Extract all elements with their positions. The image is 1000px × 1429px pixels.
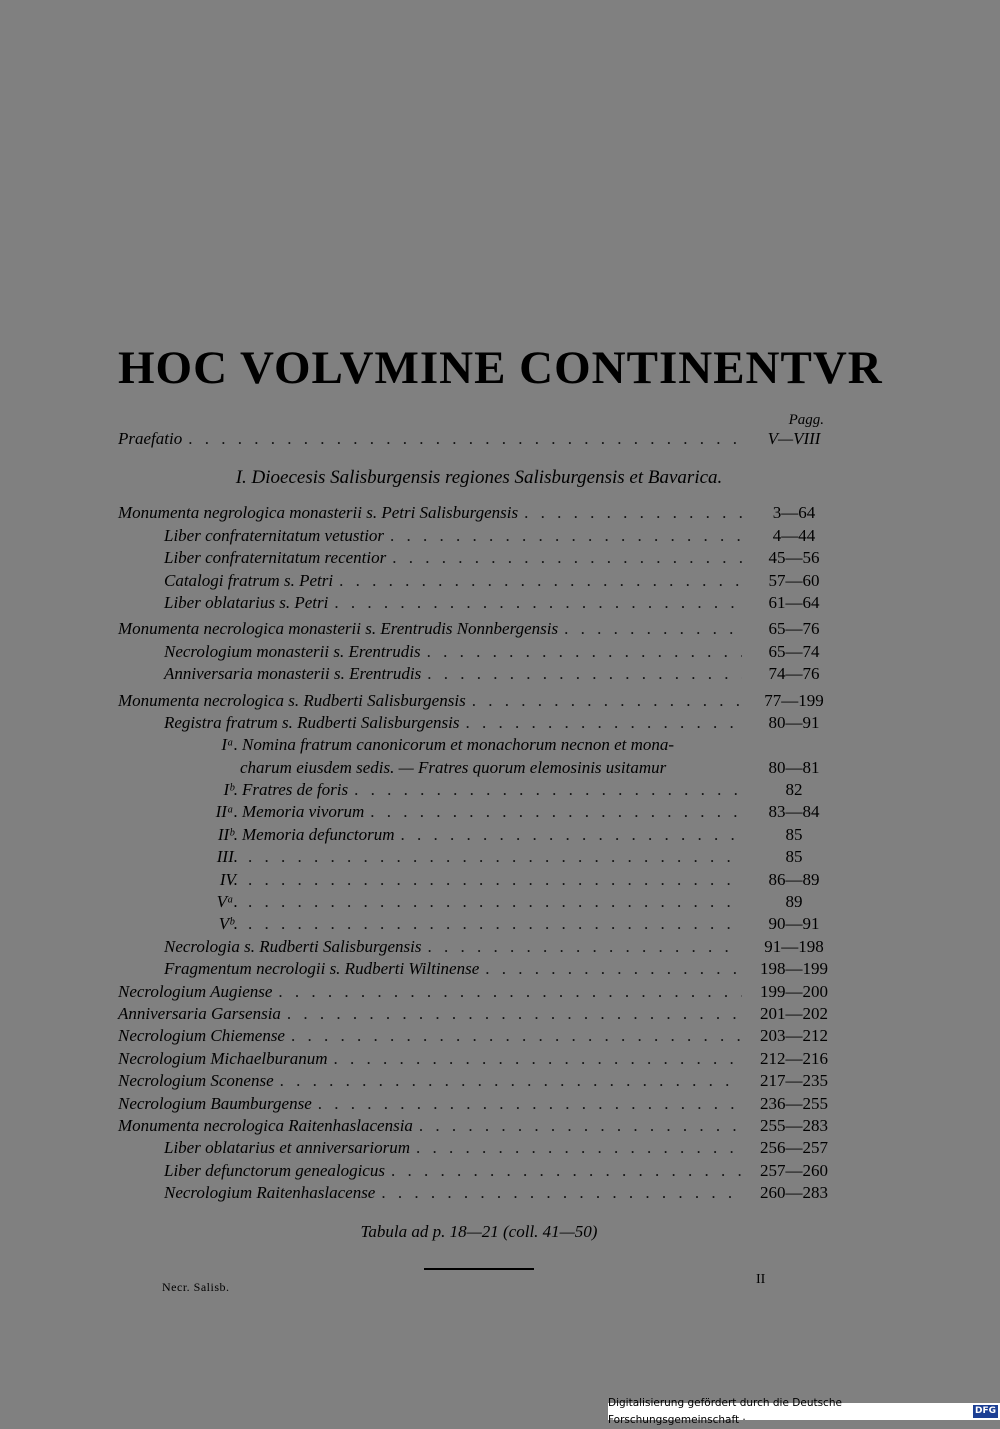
leader-dots bbox=[401, 824, 742, 846]
toc-entry-pages: 260—283 bbox=[760, 1183, 828, 1203]
toc-entry-pages: 199—200 bbox=[760, 981, 828, 1001]
leader-dots bbox=[485, 958, 742, 980]
toc-row bbox=[118, 663, 840, 685]
leader-dots bbox=[280, 1070, 742, 1092]
toc-entry-pages: 57—60 bbox=[768, 570, 820, 590]
toc-entry-text: Necrologium Augiense bbox=[118, 981, 273, 1001]
leader-dots bbox=[333, 1048, 742, 1070]
leader-dots bbox=[419, 1115, 742, 1137]
footer-rule bbox=[424, 1268, 534, 1270]
leader-dots bbox=[248, 846, 742, 868]
toc-entry-number: IIᵇ. bbox=[217, 824, 238, 844]
toc-entry-pages: 85 bbox=[785, 847, 803, 867]
toc-entry-text: Registra fratrum s. Rudberti Salisburgensis bbox=[164, 712, 460, 732]
toc-row bbox=[118, 502, 840, 524]
toc-entry-number: Iᵇ. bbox=[223, 780, 238, 800]
toc-entry-pages: 203—212 bbox=[760, 1026, 828, 1046]
toc-entry-text: Monumenta necrologica Raitenhaslacensia bbox=[118, 1115, 413, 1135]
toc-row bbox=[118, 525, 840, 547]
toc-entry-text: Necrologium Michaelburanum bbox=[118, 1048, 328, 1068]
toc-row bbox=[118, 958, 840, 980]
dfg-banner-text: Digitalisierung gefördert durch die Deutsche Forschungsgemeinschaft · bbox=[608, 1396, 842, 1426]
toc-entry-text: Praefatio bbox=[118, 429, 183, 448]
tabula-note: Tabula ad p. 18—21 (coll. 41—50) bbox=[360, 1222, 598, 1241]
toc-entry-text: Necrologium Sconense bbox=[118, 1071, 274, 1091]
toc-entry-text: Anniversaria Garsensia bbox=[118, 1003, 281, 1023]
toc-entry-text: Catalogi fratrum s. Petri bbox=[164, 570, 334, 590]
toc-row-registra-subitem bbox=[118, 824, 840, 846]
section-heading: I. Dioecesis Salisburgensis regiones Salisburgensis et Bavarica. bbox=[235, 467, 723, 489]
toc-row bbox=[118, 592, 840, 614]
leader-dots bbox=[465, 712, 742, 734]
toc-row-registra-subitem bbox=[118, 891, 840, 913]
pagg-label: Pagg. bbox=[788, 412, 824, 428]
toc-entry-pages: 86—89 bbox=[768, 869, 820, 889]
toc-entry-pages: 61—64 bbox=[768, 592, 820, 612]
toc-entry-pages: 3—64 bbox=[772, 503, 816, 523]
toc-row bbox=[118, 1182, 840, 1204]
toc-entry-pages: 255—283 bbox=[760, 1115, 828, 1135]
leader-dots bbox=[318, 1093, 742, 1115]
toc-entry-pages: 198—199 bbox=[760, 959, 828, 979]
toc-entry-text: Liber confraternitatum recentior bbox=[164, 548, 387, 568]
toc-entry-pages: 201—202 bbox=[760, 1003, 828, 1023]
leader-dots bbox=[188, 428, 742, 450]
toc-entry-pages: 236—255 bbox=[760, 1093, 828, 1113]
toc-entry-pages: 212—216 bbox=[760, 1048, 828, 1068]
toc-entry-pages: 257—260 bbox=[760, 1160, 828, 1180]
toc-entry-pages: 89 bbox=[785, 892, 803, 912]
toc-entry-text: Monumenta negrologica monasterii s. Petri Salisburgensis bbox=[118, 503, 519, 523]
toc-entry-pages: 45—56 bbox=[768, 548, 820, 568]
toc-row bbox=[118, 641, 840, 663]
toc-row bbox=[118, 1070, 840, 1092]
leader-dots bbox=[248, 869, 742, 891]
toc-row bbox=[118, 1115, 840, 1137]
toc-entry-number: Vᵇ. bbox=[218, 914, 238, 934]
toc-row-praefatio bbox=[118, 428, 840, 450]
toc-entry-text: Anniversaria monasterii s. Erentrudis bbox=[164, 664, 422, 684]
toc-entry-text: Memoria vivorum bbox=[242, 802, 365, 822]
toc-row bbox=[118, 1160, 840, 1182]
toc-row bbox=[118, 570, 840, 592]
toc-entry-pages: 77—199 bbox=[764, 690, 824, 710]
toc-entry-pages: 85 bbox=[785, 824, 803, 844]
toc-entry-pages: 65—76 bbox=[768, 619, 820, 639]
toc-entry-text: charum eiusdem sedis. — Fratres quorum elemosinis usitamur bbox=[240, 757, 667, 777]
leader-dots bbox=[427, 641, 742, 663]
leader-dots bbox=[390, 525, 742, 547]
toc-row-registra-subitem bbox=[118, 801, 840, 823]
toc-row-registra-1a-continued bbox=[118, 757, 840, 779]
toc-entry-number: III. bbox=[216, 847, 238, 867]
toc-entry-text: Fragmentum necrologii s. Rudberti Wiltinense bbox=[164, 959, 480, 979]
leader-dots bbox=[381, 1182, 742, 1204]
toc-entry-pages: 217—235 bbox=[760, 1071, 828, 1091]
leader-dots bbox=[564, 618, 742, 640]
leader-dots bbox=[427, 663, 742, 685]
leader-dots bbox=[472, 690, 742, 712]
toc-row bbox=[118, 547, 840, 569]
toc-entry-text: Necrologia s. Rudberti Salisburgensis bbox=[164, 936, 422, 956]
leader-dots bbox=[334, 592, 742, 614]
leader-dots bbox=[278, 981, 742, 1003]
footer-sheet-number: II bbox=[756, 1272, 766, 1287]
toc-row bbox=[118, 1048, 840, 1070]
toc-entry-pages: 82 bbox=[785, 780, 803, 800]
leader-dots bbox=[428, 936, 742, 958]
toc-entry-number: Vᵃ. bbox=[216, 892, 238, 912]
toc-row bbox=[118, 1137, 840, 1159]
toc-entry-number: IIᵃ. bbox=[215, 802, 238, 822]
toc-row bbox=[118, 690, 840, 712]
toc-entry-pages: 4—44 bbox=[772, 525, 816, 545]
table-of-contents bbox=[118, 428, 840, 1205]
toc-entry-pages: 80—91 bbox=[768, 712, 820, 732]
toc-entry-pages: 91—198 bbox=[764, 936, 824, 956]
leader-dots bbox=[339, 570, 742, 592]
leader-dots bbox=[370, 801, 742, 823]
toc-entry-pages: V—VIII bbox=[767, 429, 821, 448]
toc-entry-text: Necrologium Raitenhaslacense bbox=[164, 1183, 376, 1203]
leader-dots bbox=[391, 1160, 742, 1182]
leader-dots bbox=[392, 547, 742, 569]
toc-row-registra-subitem bbox=[118, 779, 840, 801]
toc-row-registra-1a bbox=[118, 734, 840, 756]
toc-row bbox=[118, 981, 840, 1003]
toc-row-registra-subitem bbox=[118, 869, 840, 891]
toc-row-registra-subitem bbox=[118, 846, 840, 868]
toc-row-registra-subitem bbox=[118, 913, 840, 935]
leader-dots bbox=[354, 779, 742, 801]
toc-entry-pages: 80—81 bbox=[768, 757, 820, 777]
toc-entry-text: Memoria defunctorum bbox=[242, 824, 395, 844]
toc-entry-text: Necrologium monasterii s. Erentrudis bbox=[164, 641, 421, 661]
toc-row bbox=[118, 618, 840, 640]
toc-entry-text: Nomina fratrum canonicorum et monachorum necnon et mona- bbox=[242, 735, 675, 755]
toc-entry-number: Iᵃ. bbox=[221, 735, 238, 755]
toc-entry-pages: 83—84 bbox=[768, 802, 820, 822]
toc-entry-text: Monumenta necrologica monasterii s. Erentrudis Nonnbergensis bbox=[118, 619, 559, 639]
toc-entry-pages: 90—91 bbox=[768, 914, 820, 934]
toc-entry-text: Necrologium Chiemense bbox=[118, 1026, 285, 1046]
toc-entry-number: IV. bbox=[219, 869, 238, 889]
toc-row bbox=[118, 712, 840, 734]
toc-entry-pages: 65—74 bbox=[768, 641, 820, 661]
leader-dots bbox=[248, 891, 742, 913]
leader-dots bbox=[524, 502, 742, 524]
toc-row bbox=[118, 1003, 840, 1025]
toc-entry-text: Liber oblatarius s. Petri bbox=[164, 592, 329, 612]
toc-entry-text: Fratres de foris bbox=[242, 780, 349, 800]
toc-row bbox=[118, 1025, 840, 1047]
dfg-logo: DFG bbox=[974, 1406, 996, 1416]
toc-row bbox=[118, 936, 840, 958]
toc-entry-text: Monumenta necrologica s. Rudberti Salisburgensis bbox=[118, 690, 466, 710]
leader-dots bbox=[248, 913, 742, 935]
page-title: HOC VOLVMINE CONTINENTVR bbox=[118, 342, 883, 394]
toc-entry-pages: 256—257 bbox=[760, 1138, 828, 1158]
toc-entry-text: Liber defunctorum genealogicus bbox=[164, 1160, 385, 1180]
leader-dots bbox=[416, 1137, 742, 1159]
toc-entry-pages: 74—76 bbox=[768, 664, 820, 684]
leader-dots bbox=[287, 1003, 742, 1025]
toc-entry-text: Liber oblatarius et anniversariorum bbox=[164, 1138, 411, 1158]
leader-dots bbox=[291, 1025, 742, 1047]
toc-entry-text: Liber confraternitatum vetustior bbox=[164, 525, 385, 545]
toc-entry-text: Necrologium Baumburgense bbox=[118, 1093, 312, 1113]
footer-signature: Necr. Salisb. bbox=[162, 1280, 230, 1294]
dfg-banner bbox=[608, 1396, 1000, 1426]
toc-row bbox=[118, 1093, 840, 1115]
